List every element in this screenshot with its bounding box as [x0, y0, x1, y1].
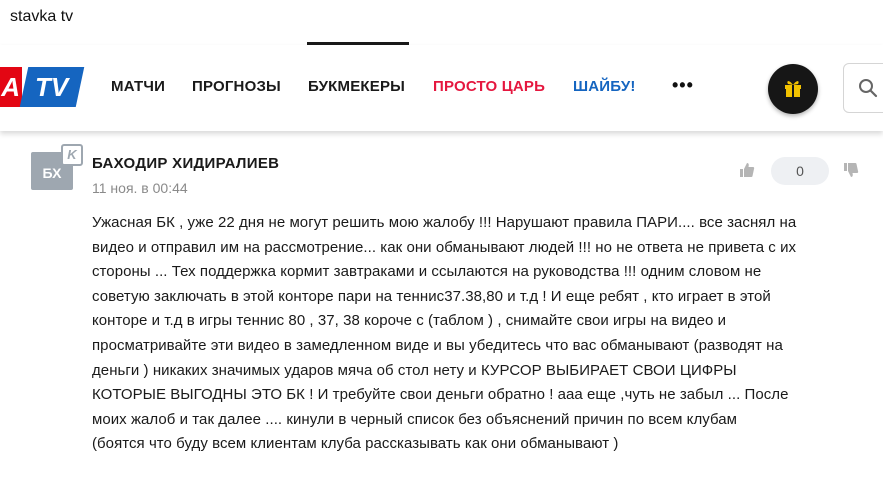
page-tab-title: stavka tv [10, 8, 74, 25]
comment-body [92, 211, 882, 457]
comment-line: советую заключать в этой конторе пари на теннис37.38,80 и т.д ! И еще ребят , кто играет в этой [92, 287, 771, 305]
comment-score: 0 [771, 157, 829, 185]
logo-tv-text: TV [35, 72, 69, 102]
search-button[interactable] [843, 63, 883, 113]
thumbs-down-icon [843, 162, 859, 178]
gift-icon [783, 78, 803, 98]
comment-line: деньги ) никаких значимых ударов мяча об стол нету и КУРСОР ВЫБИРАЕТ СВОИ ЦИФРЫ [92, 361, 737, 379]
site-header [0, 45, 883, 131]
comment-line: конторе и т.д в игры теннис 80 , 37, 38 короче с (таблом ) , снимайте свои игры на видео и [92, 312, 727, 330]
more-menu-button[interactable]: ••• [672, 75, 694, 95]
site-logo[interactable] [0, 67, 82, 107]
comment-line: видео и отправил им на рассмотрение... как они обманывают людей !!! но не ответа не привета с их [92, 238, 797, 256]
comment-line: просматривайте эти видео в замедленном виде и вы убедитесь что вас обманывают (разводят на [92, 336, 783, 354]
dislike-button[interactable] [843, 162, 859, 183]
thumbs-up-icon [739, 162, 755, 178]
comment-timestamp: 11 ноя. в 00:44 [92, 180, 188, 196]
logo-blue-part [20, 67, 85, 107]
nav-item-predictions[interactable]: ПРОГНОЗЫ [192, 78, 281, 95]
nav-item-bookmakers[interactable]: БУКМЕКЕРЫ [308, 78, 406, 95]
logo-red-part: A [0, 67, 22, 107]
comment-line: КОТОРЫЕ ВЫГОДНЫ ЭТО БК ! И требуйте свои деньги обратно ! ааа еще ,чуть не забыл ... После [92, 386, 789, 404]
comment-line: стороны ... Тех поддержка кормит завтраками и ссылаются на руководства !!! одним словом не [92, 263, 762, 281]
avatar[interactable]: БХ [31, 152, 73, 190]
gift-button[interactable] [768, 64, 818, 114]
nav-item-shaibu[interactable]: ШАЙБУ! [573, 78, 636, 95]
search-icon [858, 78, 878, 98]
like-button[interactable] [739, 162, 755, 183]
comment-author[interactable]: БАХОДИР ХИДИРАЛИЕВ [92, 155, 280, 172]
comment-line: (боятся что буду всем клиентам клуба рассказывать как они обманывают ) [92, 435, 619, 453]
comment-line: Ужасная БК , уже 22 дня не могут решить мою жалобу !!! Нарушают правила ПАРИ.... все заснял на [92, 214, 797, 231]
comment-line: моих жалоб и так далее .... кинули в черный список без объяснений причин по всем клубам [92, 410, 738, 428]
nav-item-matches[interactable]: МАТЧИ [111, 78, 166, 95]
nav-item-prosto-tsar[interactable]: ПРОСТО ЦАРЬ [433, 78, 546, 95]
avatar-badge: K [61, 144, 83, 166]
